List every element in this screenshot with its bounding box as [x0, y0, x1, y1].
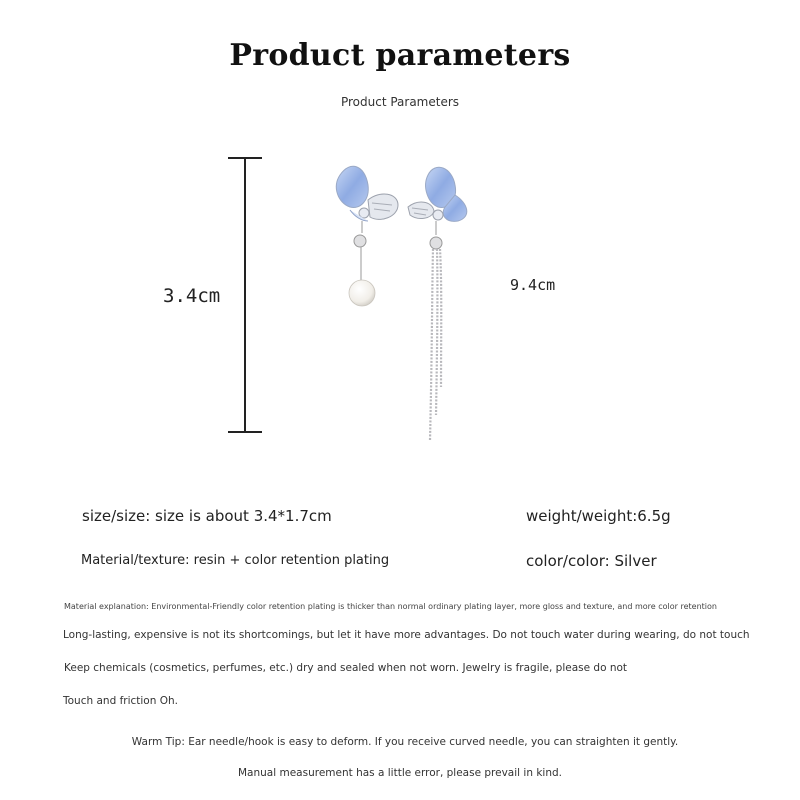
- note-line-2: Keep chemicals (cosmetics, perfumes, etc.) dry and sealed when not worn. Jewelry is fragile, please do not: [64, 662, 628, 674]
- note-line-3: Touch and friction Oh.: [63, 695, 178, 707]
- weight-spec: weight/weight:6.5g: [526, 507, 671, 525]
- page-subtitle: Product Parameters: [340, 95, 460, 109]
- left-earring: [336, 166, 398, 306]
- size-spec: size/size: size is about 3.4*1.7cm: [82, 507, 332, 525]
- warm-tip: Warm Tip: Ear needle/hook is easy to deform. If you receive curved needle, you can straighten it gently.: [131, 736, 679, 748]
- measurement-note: Manual measurement has a little error, please prevail in kind.: [238, 767, 562, 779]
- height-label: 3.4cm: [163, 285, 221, 307]
- height-ruler: [220, 150, 270, 440]
- note-line-1: Long-lasting, expensive is not its shortcomings, but let it have more advantages. Do not touch water during wearing, do not touch: [63, 629, 750, 641]
- right-earring: [408, 167, 467, 440]
- page-title: Product parameters: [229, 38, 571, 73]
- earrings-image: [320, 155, 480, 455]
- material-explanation: Material explanation: Environmental-Friendly color retention plating is thicker than normal ordinary plating layer, more gloss and texture, and more color retention: [64, 602, 717, 611]
- length-label: 9.4cm: [510, 276, 556, 294]
- material-spec: Material/texture: resin + color retention plating: [81, 553, 390, 568]
- color-spec: color/color: Silver: [526, 552, 657, 570]
